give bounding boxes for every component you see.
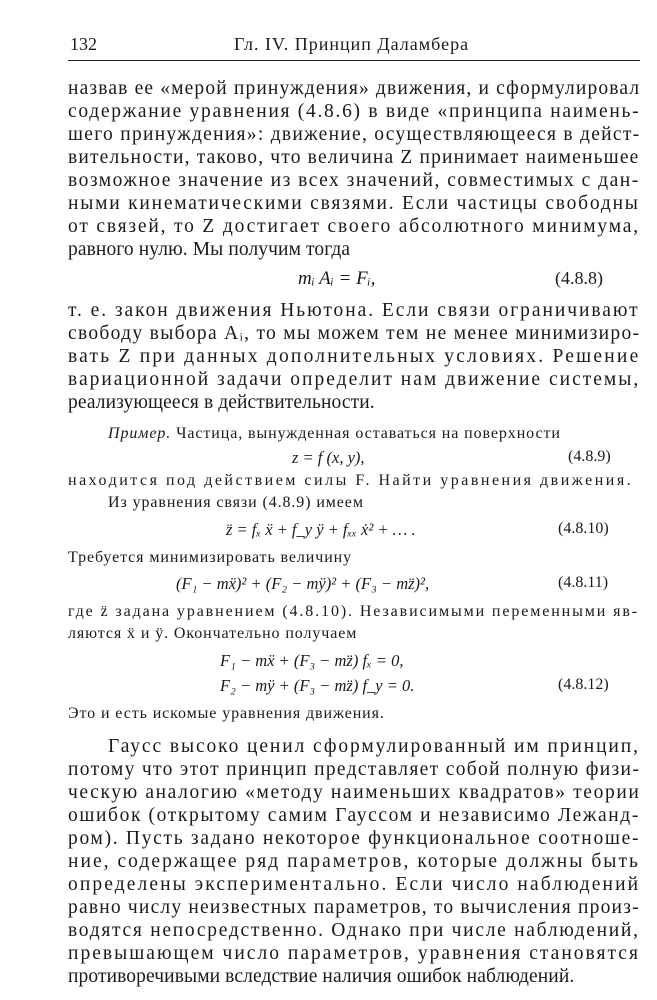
equation-4-8-10: z̈ = fₓ ẍ + f_y ÿ + fₓₓ ẋ² + … . — [226, 520, 416, 539]
paragraph1-line: равного нулю. Мы получим тогда — [68, 239, 351, 260]
paragraph3-line: ром). Пусть задано некоторое функциональное соотноше- — [68, 828, 641, 849]
equation-number: (4.8.11) — [558, 574, 609, 591]
paragraph1-line: от связей, то Z достигает своего абсолютного минимума, — [68, 216, 640, 237]
equation-4-8-12-line1: F₁ − mẍ + (F₃ − mz̈) fₓ = 0, — [220, 651, 404, 670]
running-header: Гл. IV. Принцип Даламбера — [234, 34, 470, 54]
equation-4-8-11: (F₁ − mẍ)² + (F₂ − mÿ)² + (F₃ − mz̈)², — [176, 574, 430, 593]
paragraph1-line: назвав ее «мерой принуждения» движения, и сформулировал — [68, 78, 641, 99]
equation-4-8-9: z = f (x, y), — [292, 448, 365, 467]
paragraph2-line: вариационной задачи определит нам движение системы, — [68, 369, 641, 390]
equation-number: (4.8.10) — [558, 520, 609, 537]
equation-4-8-12-line2: F₂ − mÿ + (F₃ − mz̈) f_y = 0. — [220, 676, 415, 695]
example-line: находится под действием силы F. Найти уравнения движения. — [68, 472, 634, 489]
paragraph1-line: шего принуждения»: движение, осуществляющееся в дейст- — [68, 124, 641, 145]
example-intro — [108, 425, 561, 443]
equation-4-8-8: mᵢ Aᵢ = Fᵢ, — [298, 268, 376, 289]
paragraph1-line: содержание уравнения (4.8.6) в виде «принципа наимень- — [68, 101, 641, 122]
example-text: Частица, вынужденная оставаться на поверхности — [176, 425, 561, 442]
paragraph3-line: потому что этот принцип представляет собой полную физи- — [68, 759, 641, 780]
example-label: Пример. — [108, 425, 172, 442]
equation-number: (4.8.12) — [558, 676, 609, 693]
page-number: 132 — [70, 34, 97, 54]
paragraph3-line: Гаусс высоко ценил сформулированный им принцип, — [108, 736, 640, 757]
paragraph1-line: ными кинематическими связями. Если частицы свободны — [68, 193, 640, 214]
equation-number: (4.8.8) — [555, 268, 603, 288]
paragraph3-line: ние, содержащее ряд параметров, которые должны быть — [68, 851, 640, 872]
paragraph3-line: противоречивыми вследствие наличия ошибок наблюдений. — [68, 966, 575, 987]
paragraph1-line: вительности, таково, что величина Z принимает наименьшее — [68, 147, 640, 168]
paragraph3-line: водятся непосредственно. Однако при числе наблюдений, — [68, 920, 640, 941]
paragraph3-line: ческую аналогию «методу наименьших квадратов» теории — [68, 782, 641, 803]
paragraph3-line: равно числу неизвестных параметров, то вычисления произ- — [68, 897, 640, 918]
paragraph3-line: ошибок (открытому самим Гауссом и независимо Лежанд- — [68, 805, 640, 826]
paragraph1-line: возможное значение из всех значений, совместимых с дан- — [68, 170, 640, 191]
example-line: где z̈ задана уравнением (4.8.10). Независимыми переменными яв- — [68, 603, 639, 620]
example-line: Из уравнения связи (4.8.9) имеем — [108, 494, 364, 511]
example-line: Требуется минимизировать величину — [68, 549, 353, 566]
equation-number: (4.8.9) — [568, 448, 611, 465]
paragraph2-line: вать Z при данных дополнительных условиях. Решение — [68, 346, 641, 367]
paragraph2-line: реализующееся в действительности. — [68, 392, 375, 413]
paragraph2-line: свободу выбора Aᵢ, то мы можем тем не менее минимизиро- — [68, 323, 641, 344]
paragraph3-line: определены экспериментально. Если число наблюдений — [68, 874, 641, 895]
paragraph2-line: т. е. закон движения Ньютона. Если связи ограничивают — [68, 300, 640, 321]
header-rule — [68, 60, 640, 61]
example-line: ляются ẍ и ÿ. Окончательно получаем — [68, 625, 358, 642]
example-line: Это и есть искомые уравнения движения. — [68, 705, 385, 722]
paragraph3-line: превышающем число параметров, уравнения становятся — [68, 943, 640, 964]
